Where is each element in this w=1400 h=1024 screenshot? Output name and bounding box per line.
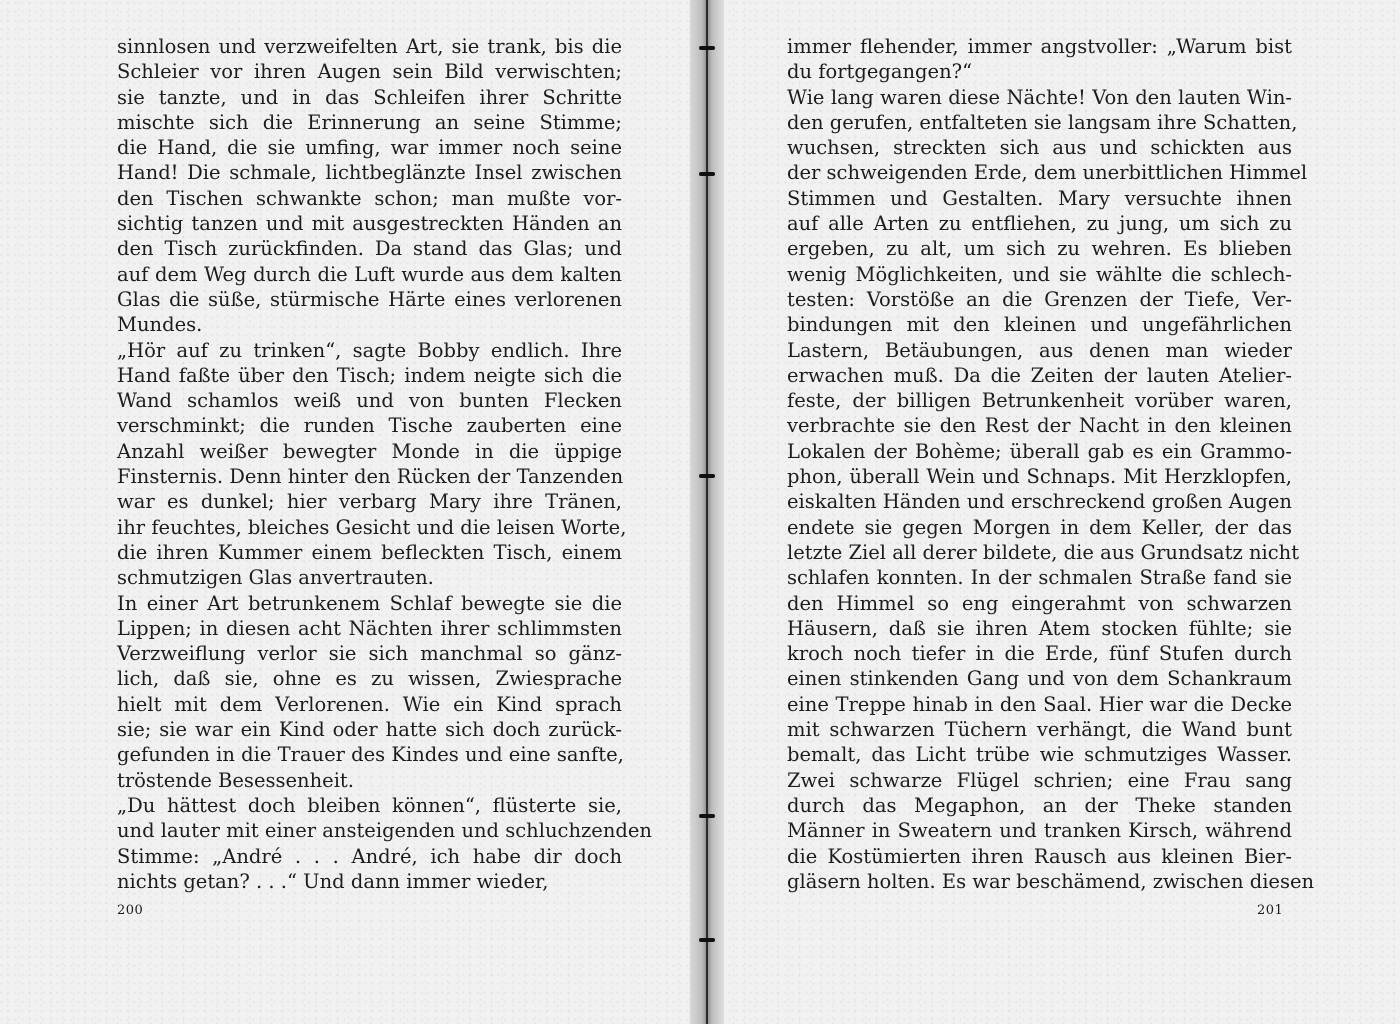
text-line: testen: Vorstöße an die Grenzen der Tiefe, Ver- [787,287,1292,311]
text-line: mischte sich die Erinnerung an seine Stimme; [117,110,622,134]
text-line: lich, daß sie, ohne es zu wissen, Zwiesprache [117,667,622,691]
text-line: einen stinkenden Gang und von dem Schankraum [787,667,1292,691]
text-line: die ihren Kummer einem befleckten Tisch, einem [117,540,622,564]
text-line: ihr feuchtes, bleiches Gesicht und die leisen Worte, [117,515,627,539]
text-line: Lastern, Betäubungen, aus denen man wieder [787,338,1292,362]
text-line: „Hör auf zu trinken“, sagte Bobby endlich. Ihre [117,338,622,362]
text-line: verbrachte sie den Rest der Nacht in den kleinen [787,414,1292,438]
text-line: feste, der billigen Betrunkenheit vorüber waren, [787,389,1292,413]
text-line: den Himmel so eng eingerahmt von schwarzen [787,591,1292,615]
text-line: Lippen; in diesen acht Nächten ihrer schlimmsten [117,616,622,640]
text-line: letzte Ziel all derer bildete, die aus Grundsatz nicht [787,540,1300,564]
binding-stitch [699,814,715,818]
left-page-text [117,34,652,894]
text-line: den Tisch zurückfinden. Da stand das Glas; und [117,237,622,261]
text-line: Zwei schwarze Flügel schrien; eine Frau sang [787,768,1292,792]
text-line: Anzahl weißer bewegter Monde in die üppige [117,439,622,463]
text-line: Hand! Die schmale, lichtbeglänzte Insel zwischen [117,161,622,185]
text-line: kroch noch tiefer in die Erde, fünf Stufen durch [787,642,1292,666]
text-line: gläsern holten. Es war beschämend, zwischen diesen [787,869,1315,893]
text-line: den gerufen, entfalteten sie langsam ihre Schatten, [787,110,1298,134]
text-line: „Du hättest doch bleiben können“, flüsterte sie, [117,793,622,817]
book-gutter [690,0,724,1024]
text-line: Wand schamlos weiß und von bunten Flecken [117,389,622,413]
text-line: sinnlosen und verzweifelten Art, sie trank, bis die [117,35,622,58]
text-line: war es dunkel; hier verbarg Mary ihre Tränen, [117,490,622,514]
text-line: Mundes. [117,313,203,337]
text-line: wenig Möglichkeiten, und sie wählte die schlech- [787,262,1292,286]
text-line: schlafen konnten. In der schmalen Straße fand sie [787,566,1292,590]
text-line: immer flehender, immer angstvoller: „Warum bist [787,35,1292,58]
binding-stitch [699,172,715,176]
text-line: gefunden in die Trauer des Kindes und eine sanfte, [117,743,624,767]
text-line: wuchsen, streckten sich aus und schickten aus [787,136,1292,160]
text-line: Verzweiflung verlor sie sich manchmal so gänz- [117,642,622,666]
left-page-number: 200 [117,903,144,918]
text-line: sichtig tanzen und mit ausgestreckten Händen an [117,212,622,236]
binding-stitch [699,46,715,50]
right-page-text [787,34,1315,894]
text-line: den Tischen schwankte schon; man mußte vor- [117,186,622,210]
text-line: bemalt, das Licht trübe wie schmutziges Wasser. [787,743,1292,767]
text-line: eine Treppe hinab in den Saal. Hier war die Decke [787,692,1292,716]
text-line: Hand faßte über den Tisch; indem neigte sich die [117,363,622,387]
text-line: und lauter mit einer ansteigenden und schluchzenden [117,819,652,843]
text-line: endete sie gegen Morgen in dem Keller, der das [787,515,1292,539]
text-line: durch das Megaphon, an der Theke standen [787,793,1292,817]
spine-fold [706,0,708,1024]
text-line: sie tanzte, und in das Schleifen ihrer Schritte [117,85,622,109]
text-line: mit schwarzen Tüchern verhängt, die Wand bunt [787,718,1292,742]
text-line: hielt mit dem Verlorenen. Wie ein Kind sprach [117,692,622,716]
binding-stitch [699,938,715,942]
text-line: der schweigenden Erde, dem unerbittlichen Himmel [787,161,1308,185]
text-line: tröstende Besessenheit. [117,768,354,792]
text-line: ergeben, zu alt, um sich zu wehren. Es blieben [787,237,1292,261]
text-line: Häusern, daß sie ihren Atem stocken fühlte; sie [787,616,1292,640]
text-line: auf dem Weg durch die Luft wurde aus dem kalten [117,262,622,286]
text-line: Männer in Sweatern und tranken Kirsch, während [787,819,1292,843]
text-line: Finsternis. Denn hinter den Rücken der Tanzenden [117,465,624,489]
text-line: bindungen mit den kleinen und ungefährlichen [787,313,1292,337]
text-line: auf alle Arten zu entfliehen, zu jung, um sich zu [787,212,1292,236]
text-line: Stimme: „André . . . André, ich habe dir doch [117,844,622,868]
text-line: Wie lang waren diese Nächte! Von den lauten Win- [787,85,1292,109]
binding-stitch [699,474,715,478]
right-page-number: 201 [1257,903,1284,918]
text-line: Glas die süße, stürmische Härte eines verlorenen [117,287,622,311]
text-line: nichts getan? . . .“ Und dann immer wieder, [117,869,549,893]
text-line: die Kostümierten ihren Rausch aus kleinen Bier- [787,844,1292,868]
text-line: erwachen muß. Da die Zeiten der lauten Atelier- [787,363,1292,387]
text-line: verschminkt; die runden Tische zauberten eine [117,414,622,438]
text-line: schmutzigen Glas anvertrauten. [117,566,434,590]
text-line: Lokalen der Bohème; überall gab es ein Grammo- [787,439,1292,463]
text-line: die Hand, die sie umfing, war immer noch seine [117,136,622,160]
text-line: Schleier vor ihren Augen sein Bild verwischten; [117,60,622,84]
text-line: sie; sie war ein Kind oder hatte sich doch zurück- [117,718,622,742]
right-page [720,0,1400,1024]
text-line: phon, überall Wein und Schnaps. Mit Herzklopfen, [787,465,1292,489]
text-line: Stimmen und Gestalten. Mary versuchte ihnen [787,186,1292,210]
text-line: du fortgegangen?“ [787,60,973,84]
text-line: In einer Art betrunkenem Schlaf bewegte sie die [117,591,622,615]
text-line: eiskalten Händen und erschreckend großen Augen [787,490,1292,514]
